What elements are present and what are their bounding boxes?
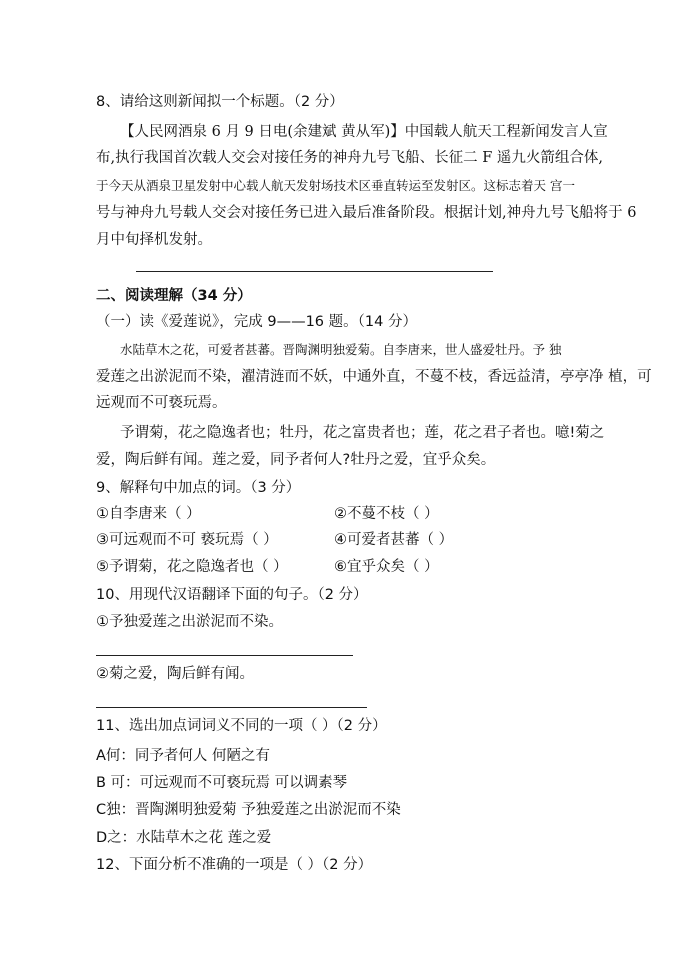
news-line-5: 月中旬择机发射。 xyxy=(96,232,212,248)
q9-item-3: ③可远观而不可 亵玩焉（ ） xyxy=(96,532,278,548)
q9-item-1: ①自李唐来（ ） xyxy=(96,506,201,522)
q10-answer-line-1[interactable] xyxy=(96,655,353,656)
q8-answer-line[interactable] xyxy=(136,271,493,272)
q10-sentence-2: ②菊之爱，陶后鲜有闻。 xyxy=(96,666,254,682)
passage-line-2: 爱莲之出淤泥而不染，濯清涟而不妖，中通外直，不蔓不枝，香远益清，亭亭净 植，可 xyxy=(96,369,652,385)
passage-line-4: 予谓菊，花之隐逸者也；牡丹，花之富贵者也；莲，花之君子者也。噫!菊之 xyxy=(120,425,605,441)
passage-line-3: 远观而不可亵玩焉。 xyxy=(96,395,227,411)
news-line-4: 号与神舟九号载人交会对接任务已进入最后准备阶段。根据计划,神舟九号飞船将于 6 xyxy=(96,205,637,221)
section2-heading: 二、阅读理解（34 分） xyxy=(96,288,252,304)
q10-answer-line-2[interactable] xyxy=(96,707,367,708)
part1-title: （一）读《爱莲说》，完成 9——16 题。（14 分） xyxy=(96,314,417,330)
news-line-3: 于今天从酒泉卫星发射中心载人航天发射场技术区垂直转运至发射区。这标志着天 宫一 xyxy=(96,178,575,193)
q12-prompt: 12、下面分析不准确的一项是（ ）（2 分） xyxy=(96,857,373,873)
q11-option-a: A何：同予者何人 何陋之有 xyxy=(96,748,271,764)
passage-line-1: 水陆草木之花，可爱者甚蕃。晋陶渊明独爱菊。自李唐来，世人盛爱牡丹。予 独 xyxy=(120,342,562,357)
passage-line-5: 爱，陶后鲜有闻。莲之爱，同予者何人?牡丹之爱，宜乎众矣。 xyxy=(96,452,496,468)
news-line-1: 【人民网酒泉 6 月 9 日电(余建斌 黄从军)】中国载人航天工程新闻发言人宣 xyxy=(120,124,608,140)
news-line-2: 布,执行我国首次载人交会对接任务的神舟九号飞船、长征二 F 遥九火箭组合体, xyxy=(96,150,603,166)
q9-item-5: ⑤予谓菊，花之隐逸者也（ ） xyxy=(96,559,288,575)
q10-sentence-1: ①予独爱莲之出淤泥而不染。 xyxy=(96,614,283,630)
q9-item-4: ④可爱者甚蕃（ ） xyxy=(334,532,454,548)
q8-prompt: 8、请给这则新闻拟一个标题。（2 分） xyxy=(96,94,344,110)
q11-option-b: B 可：可远观而不可亵玩焉 可以调素琴 xyxy=(96,775,348,791)
q9-item-6: ⑥宜乎众矣（ ） xyxy=(334,559,439,575)
q10-prompt: 10、用现代汉语翻译下面的句子。（2 分） xyxy=(96,587,368,603)
q11-option-d: D之：水陆草木之花 莲之爱 xyxy=(96,830,272,846)
q9-prompt: 9、解释句中加点的词。（3 分） xyxy=(96,480,301,496)
q11-option-c: C独：晋陶渊明独爱菊 予独爱莲之出淤泥而不染 xyxy=(96,802,401,818)
q9-item-2: ②不蔓不枝（ ） xyxy=(334,506,439,522)
q11-prompt: 11、选出加点词词义不同的一项（ ）（2 分） xyxy=(96,718,387,734)
